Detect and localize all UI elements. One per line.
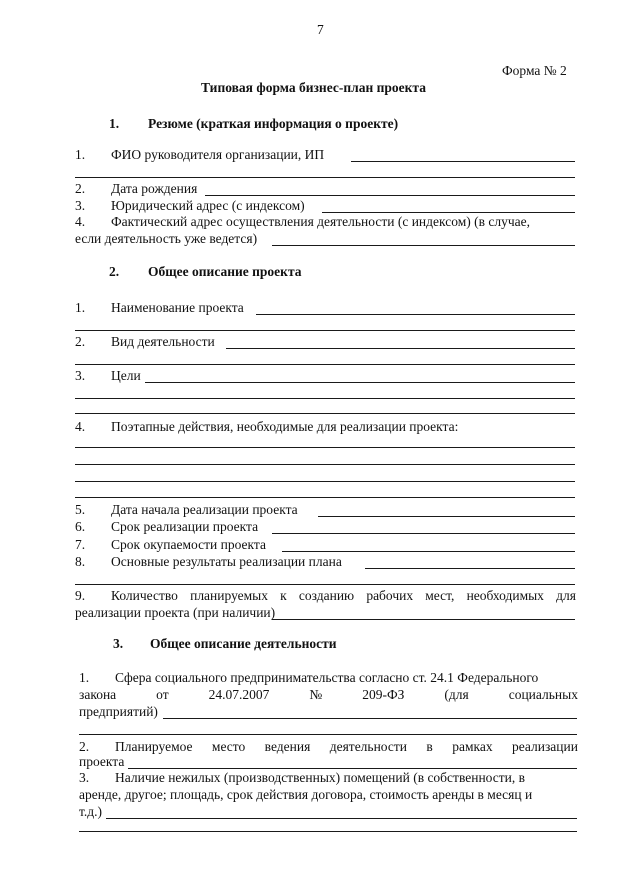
s2-item-2-field[interactable] [226,348,575,349]
s2-item-3-number: 3. [75,368,86,383]
s2-item-3-field-line-3[interactable] [75,413,575,414]
s2-item-9-number: 9. [75,588,86,603]
s1-item-4-number: 4. [75,214,86,229]
s2-item-3-label: Цели [111,368,141,383]
s2-item-4-label: Поэтапные действия, необходимые для реализации проекта: [111,419,459,434]
form-number: Форма № 2 [502,63,567,78]
s2-item-9-label-line-2: реализации проекта (при наличии) [75,605,276,620]
s3-item-2-field[interactable] [128,768,577,769]
s3-item-3-label-line-3: т.д.) [79,804,102,819]
s2-item-9-field[interactable] [272,619,575,620]
s2-item-6-number: 6. [75,519,86,534]
s1-item-2-number: 2. [75,181,86,196]
document-title: Типовая форма бизнес-план проекта [201,80,426,95]
s3-item-1-field[interactable] [163,718,577,719]
s2-item-5-number: 5. [75,502,86,517]
section-2-title: Общее описание проекта [148,264,302,279]
s2-item-4-field-line-1[interactable] [75,447,575,448]
s2-item-8-field[interactable] [365,568,575,569]
s2-item-2-number: 2. [75,334,86,349]
section-1-title: Резюме (краткая информация о проекте) [148,116,399,131]
s2-item-7-field[interactable] [282,551,575,552]
s2-item-4-field-line-3[interactable] [75,481,575,482]
s2-item-2-label: Вид деятельности [111,334,215,349]
s1-item-3-field[interactable] [322,212,575,213]
s2-item-8-field-line-2[interactable] [75,584,575,585]
s2-item-1-number: 1. [75,300,86,315]
s1-item-1-field-line-2[interactable] [75,177,575,178]
s2-item-2-field-line-2[interactable] [75,364,575,365]
s2-item-7-number: 7. [75,537,86,552]
s2-item-1-field[interactable] [256,314,575,315]
s3-item-1-label-line-3: предприятий) [79,704,158,719]
section-3-number: 3. [113,636,124,651]
s1-item-2-field[interactable] [205,195,575,196]
s1-item-1-field[interactable] [351,161,575,162]
section-1-number: 1. [109,116,120,131]
s2-item-4-field-line-4[interactable] [75,497,575,498]
s1-item-3-label: Юридический адрес (с индексом) [111,198,305,213]
s2-item-6-label: Срок реализации проекта [111,519,259,534]
s3-item-1-label-line-1: Сфера социального предпринимательства согласно ст. 24.1 Федерального [115,670,539,685]
s3-item-1-number: 1. [79,670,90,685]
s2-item-3-field[interactable] [145,382,575,383]
s3-item-3-field[interactable] [106,818,577,819]
s2-item-7-label: Срок окупаемости проекта [111,537,266,552]
s1-item-4-field[interactable] [272,245,575,246]
s3-item-2-label-line-1: Планируемое место ведения деятельности в рамках реализации [115,739,578,754]
s3-item-3-label-line-1: Наличие нежилых (производственных) помещений (в собственности, в [115,770,526,785]
s1-item-4-label-line-1: Фактический адрес осуществления деятельности (с индексом) (в случае, [111,214,531,229]
section-3-title: Общее описание деятельности [150,636,337,651]
s3-item-2-label-line-2: проекта [79,754,125,769]
s2-item-1-field-line-2[interactable] [75,330,575,331]
s1-item-2-label: Дата рождения [111,181,198,196]
s1-item-1-number: 1. [75,147,86,162]
s2-item-8-number: 8. [75,554,86,569]
s3-item-3-field-line-2[interactable] [79,831,577,832]
s1-item-4-label-line-2: если деятельность уже ведется) [75,231,258,246]
s3-item-3-number: 3. [79,770,90,785]
s2-item-5-field[interactable] [318,516,575,517]
s3-item-2-number: 2. [79,739,90,754]
page-number: 7 [317,22,324,37]
section-2-number: 2. [109,264,120,279]
s2-item-4-field-line-2[interactable] [75,464,575,465]
s1-item-1-label: ФИО руководителя организации, ИП [111,147,325,162]
s1-item-3-number: 3. [75,198,86,213]
s2-item-4-number: 4. [75,419,86,434]
s3-item-1-label-line-2: закона от 24.07.2007 № 209-ФЗ (для социальных [79,687,578,702]
s2-item-1-label: Наименование проекта [111,300,244,315]
s2-item-5-label: Дата начала реализации проекта [111,502,298,517]
s3-item-3-label-line-2: аренде, другое; площадь, срок действия договора, стоимость аренды в месяц и [79,787,533,802]
s2-item-6-field[interactable] [272,533,575,534]
s2-item-9-label-line-1: Количество планируемых к созданию рабочих мест, необходимых для [111,588,576,603]
s3-item-1-field-line-2[interactable] [79,734,577,735]
s2-item-3-field-line-2[interactable] [75,398,575,399]
s2-item-8-label: Основные результаты реализации плана [111,554,342,569]
